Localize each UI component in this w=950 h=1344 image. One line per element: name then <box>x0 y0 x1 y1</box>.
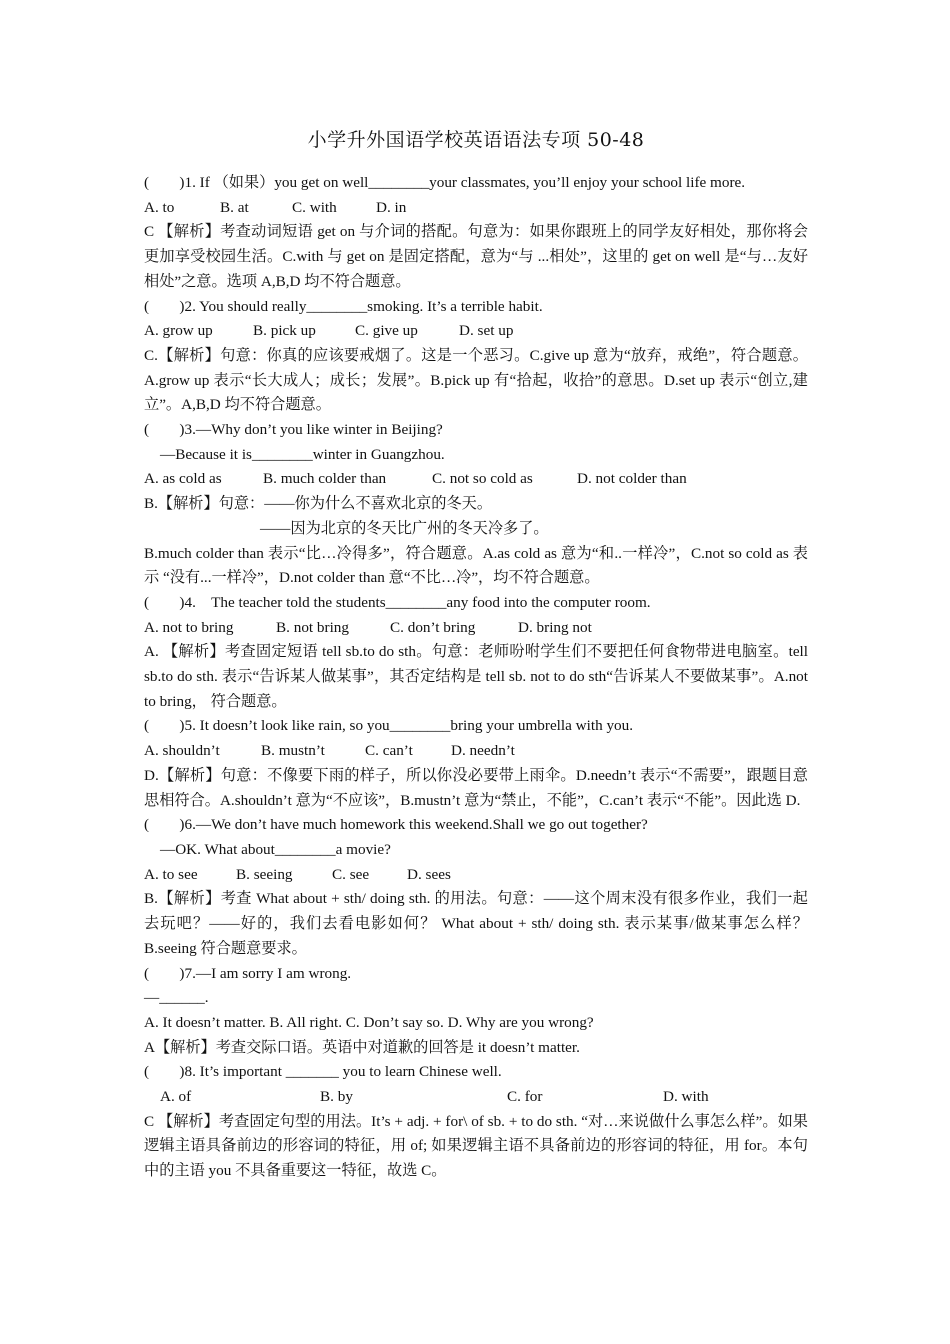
option-b: B. seeing <box>236 865 293 883</box>
question-8-analysis: C 【解析】考查固定句型的用法。It’s + adj. + for\ of sb. + to do sth. “对…来说做什么事怎么样”。如果逻辑主语具备前边的形容词的特征，用 of; 如果逻辑主语不具备前边的形容词的特征，用 for。本句中的主语 you 不具备重要这一特征，故选 C。 <box>144 1112 808 1180</box>
question-5-options <box>144 739 808 764</box>
option-a: A. as cold as <box>144 470 222 488</box>
question-3-analysis-2: ——因为北京的冬天比广州的冬天冷多了。 <box>260 519 549 537</box>
question-4-options <box>144 616 808 641</box>
question-4-stem: ( )4. The teacher told the students________any food into the computer room. <box>144 593 651 611</box>
question-2-analysis: C.【解析】句意：你真的应该要戒烟了。这是一个恶习。C.give up 意为“放弃，戒绝”，符合题意。A.grow up 表示“长大成人；成长；发展”。B.pick up 有“拾起，收拾”的意思。D.set up 表示“创立,建立”。A,B,D 均不符合题意。 <box>144 346 808 414</box>
question-3-analysis-3: B.much colder than 表示“比…冷得多”，符合题意。A.as cold as 意为“和..一样冷”，C.not so cold as 表示 “没有...一样冷”，D.not colder than 意“不比…冷”，均不符合题意。 <box>144 544 808 587</box>
question-7-stem-reply: —______. <box>144 989 209 1007</box>
option-a: A. to see <box>144 865 198 883</box>
option-b: B. not bring <box>276 618 349 636</box>
option-b: B. mustn’t <box>261 742 325 760</box>
option-c: C. not so cold as <box>432 470 533 488</box>
option-d: D. not colder than <box>577 470 687 488</box>
question-2-options <box>144 319 808 344</box>
question-6-analysis: B.【解析】考查 What about + sth/ doing sth. 的用法。句意：——这个周末没有很多作业，我们一起去玩吧？——好的，我们去看电影如何？ What about + sth/ doing sth. 表示某事/做某事怎么样？ B.seeing 符合题意要求。 <box>144 890 808 957</box>
option-c: C. with <box>292 198 337 216</box>
option-d: D. needn’t <box>451 742 515 760</box>
question-7-stem: ( )7.—I am sorry I am wrong. <box>144 964 352 982</box>
question-7-analysis: A【解析】考查交际口语。英语中对道歉的回答是 it doesn’t matter. <box>144 1038 580 1056</box>
option-a: A. of <box>160 1088 192 1106</box>
question-2-stem: ( )2. You should really________smoking. It’s a terrible habit. <box>144 297 543 315</box>
question-1-analysis: C 【解析】考查动词短语 get on 与介词的搭配。句意为：如果你跟班上的同学友好相处，那你将会更加享受校园生活。C.with 与 get on 是固定搭配，意为“与 ...相处”，这里的 get on well 是“与…友好相处”之意。选项 A,B,D 均不符合题意。 <box>144 223 808 290</box>
option-c: C. give up <box>355 322 418 340</box>
option-d: D. with <box>663 1088 709 1106</box>
option-d: D. sees <box>407 865 451 883</box>
option-d: D. set up <box>459 322 514 340</box>
option-d: D. bring not <box>518 618 592 636</box>
question-5-analysis: D.【解析】句意：不像要下雨的样子，所以你没必要带上雨伞。D.needn’t 表示“不需要”，跟题目意思相符合。A.shouldn’t 意为“不应该”，B.mustn’t 意为“禁止，不能”，C.can’t 表示“不能”。因此选 D. <box>144 766 808 809</box>
question-6-stem-reply: —OK. What about________a movie? <box>160 840 391 858</box>
option-b: B. by <box>320 1088 353 1106</box>
option-c: C. for <box>507 1088 543 1106</box>
question-3-stem-reply: —Because it is________winter in Guangzhou. <box>160 445 445 463</box>
option-b: B. pick up <box>253 322 316 340</box>
option-c: C. see <box>332 865 370 883</box>
question-1-stem: ( )1. If （如果）you get on well________your classmates, you’ll enjoy your school life more. <box>144 174 746 191</box>
question-7-options: A. It doesn’t matter. B. All right. C. Don’t say so. D. Why are you wrong? <box>144 1013 594 1031</box>
option-a: A. not to bring <box>144 618 234 636</box>
option-d: D. in <box>376 198 407 216</box>
question-3-analysis-1: B.【解析】句意：——你为什么不喜欢北京的冬天。 <box>144 495 493 513</box>
question-6-stem: ( )6.—We don’t have much homework this weekend.Shall we go out together? <box>144 816 648 834</box>
question-1-options <box>144 196 808 221</box>
option-a: A. grow up <box>144 322 213 340</box>
question-6-options <box>144 863 808 888</box>
document-page <box>144 128 808 1184</box>
option-c: C. can’t <box>365 742 413 760</box>
page-title: 小学升外国语学校英语语法专项 50-48 <box>307 129 645 151</box>
question-3-options <box>144 467 808 492</box>
option-a: A. shouldn’t <box>144 742 220 760</box>
option-c: C. don’t bring <box>390 618 476 636</box>
question-3-stem: ( )3.—Why don’t you like winter in Beijing? <box>144 421 443 439</box>
question-5-stem: ( )5. It doesn’t look like rain, so you________bring your umbrella with you. <box>144 717 634 735</box>
question-8-options <box>144 1085 808 1110</box>
question-8-stem: ( )8. It’s important _______ you to learn Chinese well. <box>144 1063 502 1081</box>
question-4-analysis: A. 【解析】考查固定短语 tell sb.to do sth。句意：老师吩咐学生们不要把任何食物带进电脑室。tell sb.to do sth. 表示“告诉某人做某事”，其否定结构是 tell sb. not to do sth“告诉某人不要做某事”。A.not to bring， 符合题意。 <box>144 643 808 710</box>
option-b: B. much colder than <box>263 470 387 488</box>
option-b: B. at <box>220 198 249 216</box>
option-a: A. to <box>144 198 175 216</box>
